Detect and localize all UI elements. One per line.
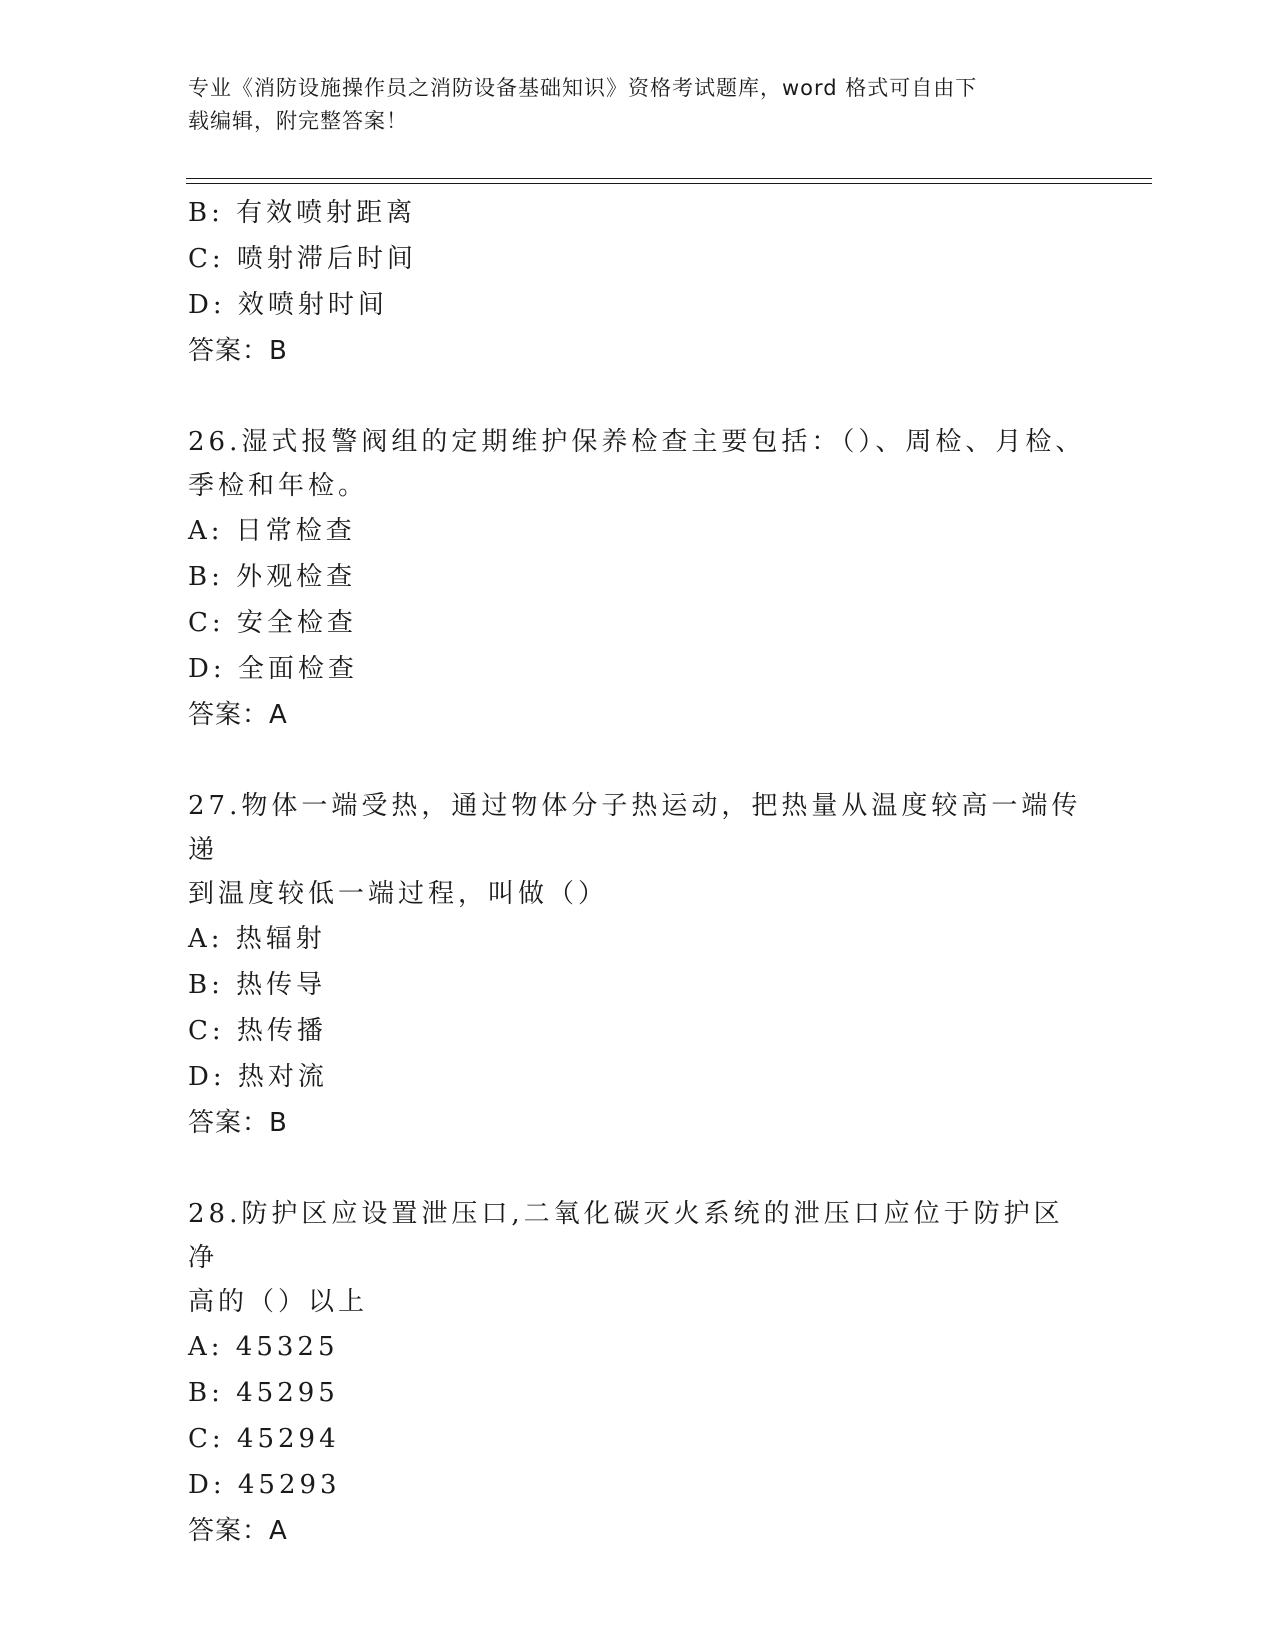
option-c: C: 安全检查: [188, 608, 357, 638]
option-d: D: 热对流: [188, 1062, 328, 1092]
option-d: D: 全面检查: [188, 654, 358, 684]
question-text-line-1: 26.湿式报警阀组的定期维护保养检查主要包括：（）、周检、月检、: [188, 427, 1086, 457]
answer: 答案：A: [188, 1516, 288, 1546]
question-26: [188, 420, 1088, 738]
header-line-1: 专业《消防设施操作员之消防设备基础知识》资格考试题库，word 格式可自由下: [188, 76, 978, 100]
option-d: D: 45293: [188, 1470, 341, 1500]
question-text: [188, 420, 1088, 508]
question-27: [188, 784, 1088, 1146]
question-text-line-2: 到温度较低一端过程，叫做（）: [188, 879, 609, 909]
question-28: [188, 1192, 1088, 1554]
question-text-line-2: 季检和年检。: [188, 471, 369, 501]
question-text-line-1: 28.防护区应设置泄压口,二氧化碳灭火系统的泄压口应位于防护区净: [188, 1199, 1064, 1273]
option-b: B: 45295: [188, 1378, 339, 1408]
answer: 答案：B: [188, 336, 288, 366]
answer: 答案：A: [188, 700, 288, 730]
option-a: A: 热辐射: [188, 924, 326, 954]
document-header: [188, 72, 1068, 138]
header-rule-top: [186, 178, 1152, 179]
option-c: C: 热传播: [188, 1016, 327, 1046]
question-text: [188, 1192, 1088, 1324]
header-rule-bottom: [186, 183, 1152, 184]
question-text-line-2: 高的（）以上: [188, 1287, 369, 1317]
option-b: B: 外观检查: [188, 562, 357, 592]
question-25: [188, 190, 1088, 374]
question-text: [188, 784, 1088, 916]
option-b: B: 有效喷射距离: [188, 198, 417, 228]
answer: 答案：B: [188, 1108, 288, 1138]
option-a: A: 45325: [188, 1332, 339, 1362]
question-list: [188, 190, 1088, 1554]
option-a: A: 日常检查: [188, 516, 356, 546]
option-d: D: 效喷射时间: [188, 290, 388, 320]
question-text-line-1: 27.物体一端受热，通过物体分子热运动，把热量从温度较高一端传递: [188, 791, 1082, 865]
option-c: C: 45294: [188, 1424, 340, 1454]
option-b: B: 热传导: [188, 970, 327, 1000]
header-line-2: 载编辑，附完整答案！: [188, 109, 408, 133]
option-c: C: 喷射滞后时间: [188, 244, 417, 274]
